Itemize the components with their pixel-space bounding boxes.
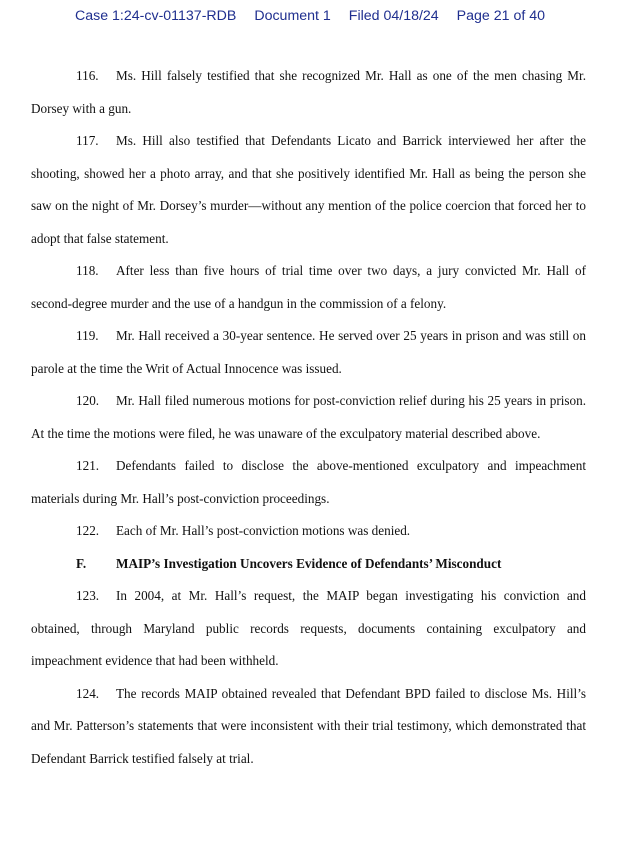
paragraph-text: Each of Mr. Hall’s post-conviction motions was denied.	[116, 523, 411, 538]
paragraph-number: 124.	[76, 685, 100, 701]
paragraph-120	[31, 385, 586, 450]
paragraph-123	[31, 580, 586, 678]
paragraph-118	[31, 255, 586, 320]
paragraph-116	[31, 60, 586, 125]
ecf-header	[0, 8, 620, 24]
paragraph-number: 121.	[76, 458, 100, 473]
paragraph-number: 118.	[76, 263, 99, 278]
paragraph-number: 123.	[76, 588, 100, 603]
filed-date: Filed 04/18/24	[348, 8, 439, 24]
paragraph-number: 117.	[76, 133, 99, 148]
section-title: MAIP’s Investigation Uncovers Evidence of Defendants’ Misconduct	[116, 555, 502, 571]
document-body	[31, 60, 586, 775]
paragraph-text: Defendants failed to disclose the above-mentioned exculpatory and impeachment materials during Mr. Hall’s post-conviction proceedings.	[31, 458, 586, 506]
paragraph-124	[31, 678, 586, 776]
paragraph-number: 122.	[76, 523, 100, 538]
paragraph-number: 119.	[76, 328, 99, 343]
paragraph-number: 116.	[76, 68, 99, 83]
paragraph-text: In 2004, at Mr. Hall’s request, the MAIP began investigating his conviction and obtained, through Maryland public records requests, documents containing exculpatory and impeachment evidence that had been withheld.	[31, 588, 586, 668]
paragraph-number: 120.	[76, 393, 100, 408]
section-letter: F.	[76, 555, 87, 571]
paragraph-text: After less than five hours of trial time over two days, a jury convicted Mr. Hall of second-degree murder and the use of a handgun in the commission of a felony.	[31, 263, 586, 311]
paragraph-119	[31, 320, 586, 385]
paragraph-117	[31, 125, 586, 255]
paragraph-text: Mr. Hall received a 30-year sentence. He served over 25 years in prison and was still on parole at the time the Writ of Actual Innocence was issued.	[31, 328, 586, 376]
page-number: Page 21 of 40	[456, 8, 546, 24]
case-number: Case 1:24-cv-01137-RDB	[74, 8, 237, 24]
paragraph-text: The records MAIP obtained revealed that Defendant BPD failed to disclose Ms. Hill’s and Mr. Patterson’s statements that were inconsistent with their trial testimony, which demonstrated that Defendant Barrick testified falsely at trial.	[31, 685, 586, 766]
paragraph-text: Ms. Hill falsely testified that she recognized Mr. Hall as one of the men chasing Mr. Dorsey with a gun.	[31, 68, 586, 116]
document-number: Document 1	[254, 8, 331, 24]
paragraph-text: Ms. Hill also testified that Defendants Licato and Barrick interviewed her after the shooting, showed her a photo array, and that she positively identified Mr. Hall as being the person she saw on the night of Mr. Dorsey’s murder—without any mention of the police coercion that forced her to adopt that false statement.	[31, 133, 586, 246]
section-heading	[31, 548, 586, 581]
paragraph-122	[31, 515, 586, 548]
paragraph-text: Mr. Hall filed numerous motions for post-conviction relief during his 25 years in prison. At the time the motions were filed, he was unaware of the exculpatory material described above.	[31, 393, 586, 441]
paragraph-121	[31, 450, 586, 515]
